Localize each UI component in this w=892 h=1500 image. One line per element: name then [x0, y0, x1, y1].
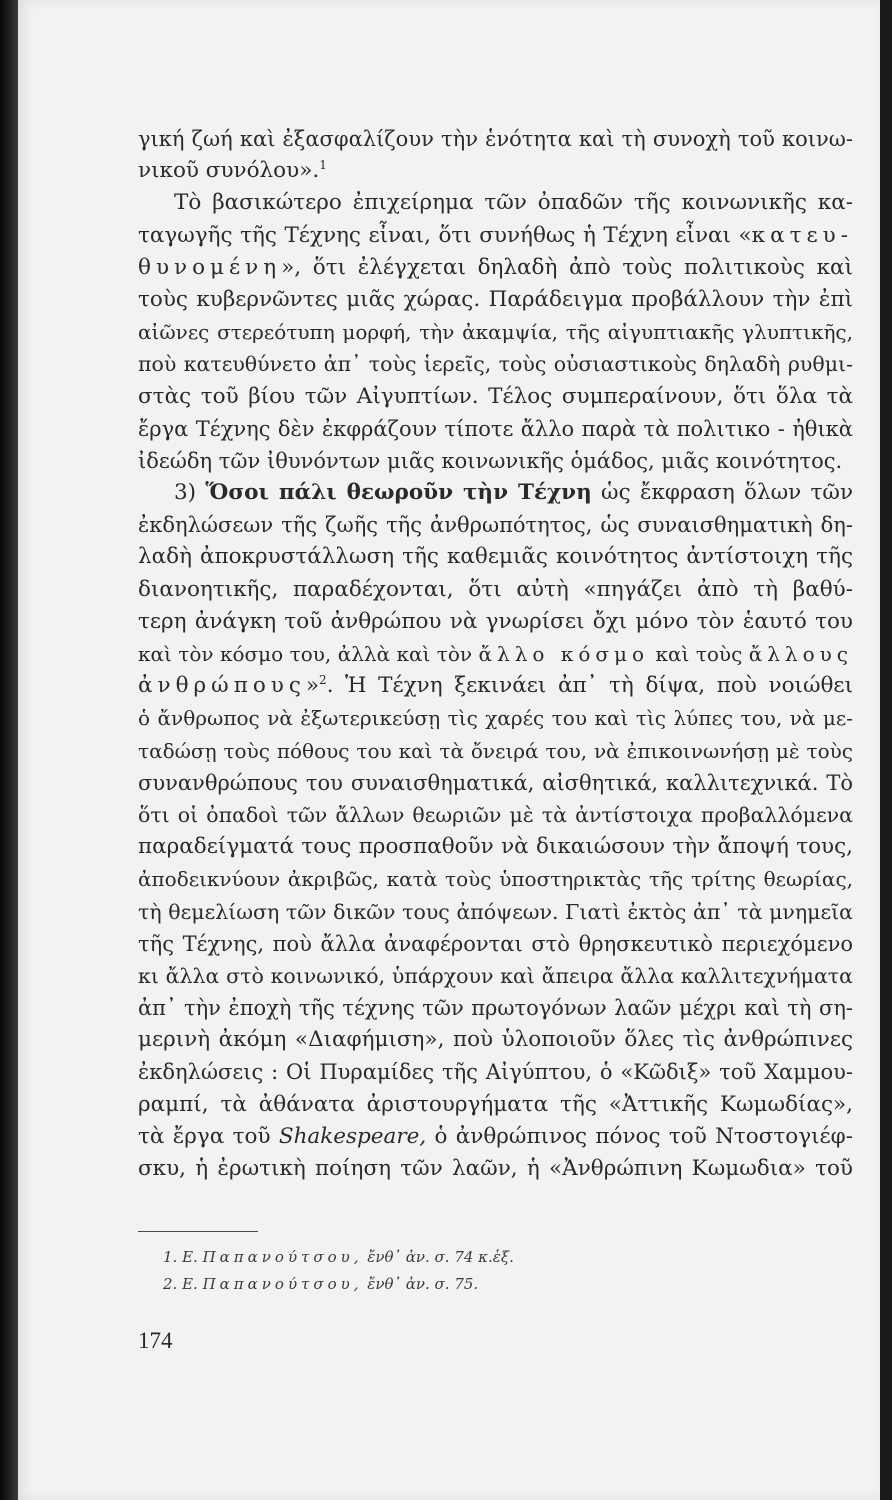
text-run: ἰδεώδη τῶν ἰθυνόντων μιᾶς κοινωνικῆς ὁμάδος, μιᾶς κοινότητος. [138, 448, 843, 473]
text-line [138, 381, 853, 413]
text-line [138, 992, 853, 1024]
text-line [138, 1056, 853, 1088]
text-run: διανοητικῆς, παραδέχονται, ὅτι αὐτὴ «πηγάζει ἀπὸ τὴ βαθύ- [138, 576, 853, 602]
text-run: ραμπί, τὰ ἀθάνατα ἀριστουργήματα τῆς «Ἀττικῆς Κωμωδίας», [138, 1091, 853, 1117]
footnotes [163, 1244, 514, 1298]
text-run: Shakespeare, [278, 1123, 427, 1149]
text-run: νικοῦ συνόλου [138, 158, 300, 184]
text-run: ἔργα Τέχνης δὲν ἐκφράζουν τίποτε ἄλλο παρὰ τὰ πολιτικο - ἠθικὰ [138, 416, 853, 441]
text-line [138, 509, 853, 541]
text-line [138, 252, 853, 284]
text-line [138, 445, 853, 477]
book-gutter-shadow [0, 0, 18, 1500]
text-run: παραδείγματά τους προσπαθοῦν νὰ δικαιώσουν τὴν ἄποψή τους, [138, 834, 853, 860]
text-run: » [305, 673, 320, 699]
text-line [138, 123, 853, 155]
text-line [138, 863, 853, 895]
text-line [138, 1024, 853, 1056]
text-run: λαδὴ ἀποκρυστάλλωση τῆς καθεμιᾶς κοινότητος ἀντίστοιχη τῆς [138, 544, 853, 570]
text-run: τὴ θεμελίωση τῶν δικῶν τους ἀπόψεων. Γιατὶ ἐκτὸς ἀπ᾿ τὰ μνημεῖα [138, 899, 853, 924]
text-run: ἀποδεικνύουν ἀκριβῶς, κατὰ τοὺς ὑποστηρικτὰς τῆς τρίτης θεωρίας, [138, 867, 853, 892]
text-line [138, 413, 853, 445]
text-run: ἀνθρώπους [138, 673, 306, 699]
text-line [138, 284, 853, 316]
text-run: ὁ ἄνθρωπος νὰ ἐξωτερικεύσῃ τὶς χαρές του καὶ τὶς λύπες του, νὰ με- [138, 706, 853, 731]
text-run: ποὺ κατευθύνετο ἀπ᾿ τοὺς ἱερεῖς, τοὺς οὐσιαστικοὺς δηλαδὴ ρυθμι- [138, 352, 853, 377]
text-run: ἀπ᾿ τὴν ἐποχὴ τῆς τέχνης τῶν πρωτογόνων λαῶν μέχρι καὶ τὴ ση- [138, 996, 853, 1021]
text-run: ». [299, 158, 320, 184]
text-line [138, 928, 853, 960]
text-run: συνανθρώπους του συναισθηματικά, αἰσθητικά, καλλιτεχνικά. Τὸ [138, 770, 853, 795]
text-run: », ὅτι ἐλέγχεται δηλαδὴ ἀπὸ τοὺς πολιτικοὺς καὶ [281, 254, 853, 280]
text-run: Ὅσοι πάλι θεωροῦν τὴν Τέχνη [205, 480, 592, 506]
footnote-number: 1. [163, 1248, 178, 1266]
text-run: τερη ἀνάγκη τοῦ ἀνθρώπου νὰ γνωρίσει ὄχι μόνο τὸν ἑαυτό του [138, 608, 853, 634]
text-run: . Ἡ Τέχνη ξεκινάει ἀπ᾿ τὴ δίψα, ποὺ νοιώθει [326, 673, 853, 699]
text-run: γική ζωή καὶ ἐξασφαλίζουν τὴν ἑνότητα καὶ τὴ συνοχὴ τοῦ κοινω- [138, 127, 853, 151]
text-line [138, 1121, 853, 1153]
text-line [138, 220, 853, 252]
text-line [138, 606, 853, 638]
text-run: ταγωγῆς τῆς Τέχνης εἶναι, ὅτι συνήθως ἡ Τέχνη εἶναι « [138, 222, 752, 248]
text-run: κι ἄλλα στὸ κοινωνικό, ὑπάρχουν καὶ ἄπειρα ἄλλα καλλιτεχνήματα [138, 963, 853, 988]
text-line [138, 960, 853, 992]
page-number: 174 [138, 1328, 173, 1353]
footnote-initial: Ε. [182, 1248, 198, 1266]
text-line [138, 1153, 853, 1185]
text-run: τὰ ἔργα τοῦ [138, 1123, 279, 1149]
text-run: ὅτι οἱ ὀπαδοὶ τῶν ἄλλων θεωριῶν μὲ τὰ ἀντίστοιχα προβαλλόμενα [138, 802, 853, 827]
text-line [138, 670, 853, 702]
text-line [138, 477, 853, 509]
footnote-author: Παπανούτσου, [202, 1275, 363, 1293]
footnote-rule [138, 1231, 258, 1232]
text-line [138, 799, 853, 831]
text-run: σκυ, ἡ ἐρωτικὴ ποίηση τῶν λαῶν, ἡ «Ἀνθρώπινη Κωμωδια» τοῦ [138, 1156, 853, 1181]
footnote [163, 1271, 514, 1298]
text-line [138, 1089, 853, 1121]
text-line [138, 574, 853, 606]
text-run: τῆς Τέχνης, ποὺ ἄλλα ἀναφέρονται στὸ θρησκευτικὸ περιεχόμενο [138, 931, 853, 956]
text-line [138, 767, 853, 799]
text-run: ἐκδηλώσεων τῆς ζωῆς τῆς ἀνθρωπότητος, ὡς συναισθηματικὴ δη- [138, 513, 853, 538]
footnote-reference: ἔνθ᾿ ἀν. σ. 74 κ.ἑξ. [367, 1248, 514, 1266]
text-run: 1 [319, 158, 327, 173]
text-line [138, 896, 853, 928]
text-run: μερινὴ ἀκόμη «Διαφήμιση», ποὺ ὑλοποιοῦν ὅλες τὶς ἀνθρώπινες [138, 1027, 853, 1053]
text-run: ταδώσῃ τοὺς πόθους του καὶ τὰ ὄνειρά του, νὰ ἐπικοινωνήσῃ μὲ τοὺς [138, 738, 853, 763]
footnote-initial: Ε. [182, 1275, 198, 1293]
footnote-reference: ἔνθ᾿ ἀν. σ. 75. [367, 1275, 479, 1293]
text-run: 3) [174, 480, 206, 506]
text-run: ὁ ἀνθρώπινος πόνος τοῦ Ντοστογιέφ- [426, 1123, 853, 1149]
text-run: καὶ τὸν κόσμο του, ἀλλὰ καὶ τὸν [138, 642, 479, 666]
text-run: αἰῶνες στερεότυπη μορφή, τὴν ἀκαμψία, τῆς αἰγυπτιακῆς γλυπτικῆς, [138, 320, 853, 345]
text-line [138, 187, 853, 219]
body-text [138, 123, 853, 1185]
text-run: ἄλλο κόσμο [478, 642, 650, 666]
text-line [138, 541, 853, 573]
text-run: στὰς τοῦ βίου τῶν Αἰγυπτίων. Τέλος συμπεραίνουν, ὅτι ὅλα τὰ [138, 383, 853, 409]
text-line [138, 702, 853, 734]
text-run: καὶ τοὺς [649, 642, 749, 666]
text-line [138, 831, 853, 863]
footnote-number: 2. [163, 1275, 178, 1293]
text-run: θυνομένη [138, 254, 282, 280]
footnote [163, 1244, 514, 1271]
text-line [138, 638, 853, 670]
text-run: 2 [319, 673, 327, 688]
text-run: Τὸ βασικώτερο ἐπιχείρημα τῶν ὀπαδῶν τῆς κοινωνικῆς κα- [174, 190, 853, 216]
footnote-author: Παπανούτσου, [202, 1248, 363, 1266]
text-run: ἄλλους [748, 642, 853, 666]
text-line [138, 348, 853, 380]
text-line [138, 316, 853, 348]
text-line [138, 735, 853, 767]
text-line [138, 155, 853, 187]
text-run: ὡς ἔκφραση ὅλων τῶν [591, 480, 854, 506]
text-run: κατευ- [751, 222, 853, 248]
text-run: τοὺς κυβερνῶντες μιᾶς χώρας. Παράδειγμα προβάλλουν τὴν ἐπὶ [138, 286, 853, 312]
text-run: ἐκδηλώσεις : Οἱ Πυραμίδες τῆς Αἰγύπτου, ὁ «Κῶδιξ» τοῦ Χαμμου- [138, 1060, 853, 1085]
